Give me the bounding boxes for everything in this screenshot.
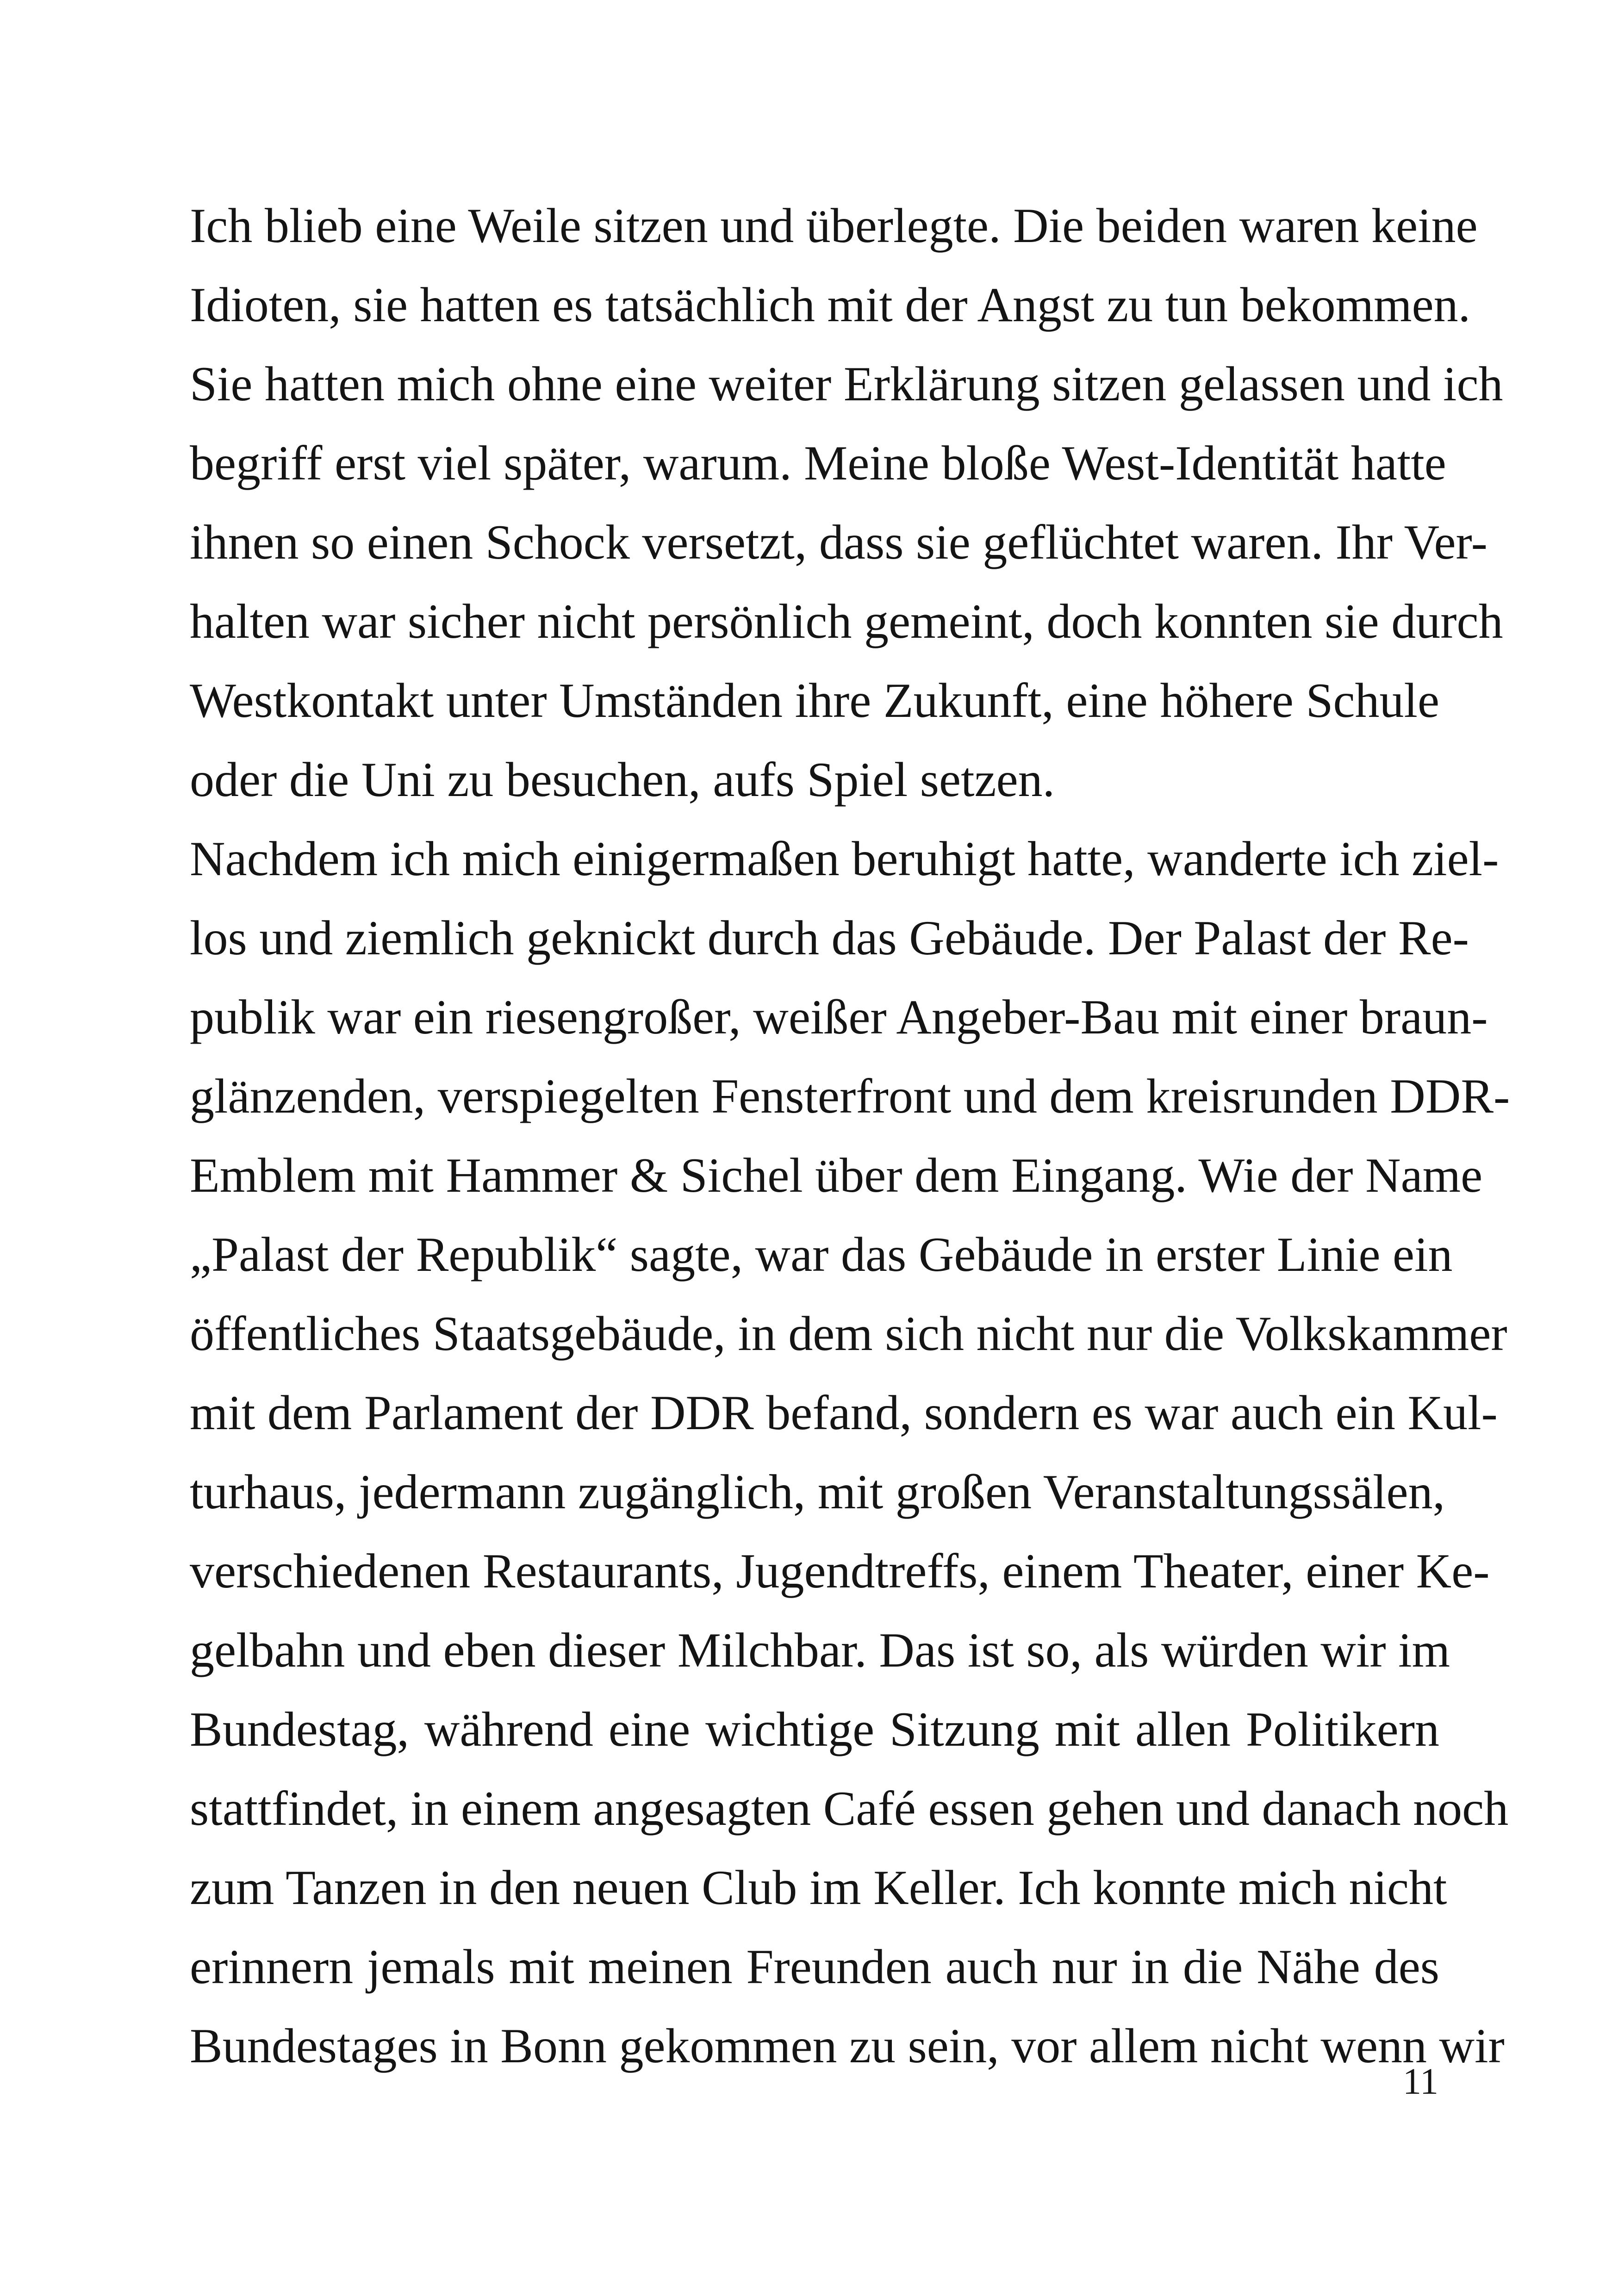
text-line: mit dem Parlament der DDR befand, sondern es war auch ein Kul- <box>190 1386 1498 1440</box>
page-number: 11 <box>1402 2061 1438 2102</box>
text-line: oder die Uni zu besuchen, aufs Spiel setzen. <box>190 753 1055 807</box>
text-line: turhaus, jedermann zugänglich, mit großen Veranstaltungssälen, <box>190 1465 1445 1519</box>
text-line: halten war sicher nicht persönlich gemeint, doch konnten sie durch <box>190 594 1503 648</box>
text-line: stattfindet, in einem angesagten Café essen gehen und danach noch <box>190 1781 1509 1836</box>
text-line: Ich blieb eine Weile sitzen und überlegte. Die beiden waren keine <box>190 199 1478 253</box>
text-line: Sie hatten mich ohne eine weiter Erklärung sitzen gelassen und ich <box>190 357 1503 411</box>
text-line: publik war ein riesengroßer, weißer Angeber-Bau mit einer braun- <box>190 990 1488 1044</box>
body-text <box>190 186 1510 2085</box>
text-line: Bundestages in Bonn gekommen zu sein, vor allem nicht wenn wir <box>190 2019 1505 2073</box>
text-line: los und ziemlich geknickt durch das Gebäude. Der Palast der Re- <box>190 911 1469 965</box>
paragraph-1 <box>190 186 1503 819</box>
text-line: Emblem mit Hammer & Sichel über dem Eingang. Wie der Name <box>190 1148 1483 1202</box>
text-line: glänzenden, verspiegelten Fensterfront und dem kreisrunden DDR- <box>190 1069 1510 1123</box>
text-line: Westkontakt unter Umständen ihre Zukunft, eine höhere Schule <box>190 673 1439 728</box>
text-line: verschiedenen Restaurants, Jugendtreffs, einem Theater, einer Ke- <box>190 1544 1490 1598</box>
text-line: erinnern jemals mit meinen Freunden auch nur in die Nähe des <box>190 1940 1439 1994</box>
text-line: Nachdem ich mich einigermaßen beruhigt hatte, wanderte ich ziel- <box>190 832 1499 886</box>
text-line: begriff erst viel später, warum. Meine bloße West-Identität hatte <box>190 436 1446 490</box>
text-line: Idioten, sie hatten es tatsächlich mit der Angst zu tun bekommen. <box>190 278 1471 332</box>
text-line: zum Tanzen in den neuen Club im Keller. Ich konnte mich nicht <box>190 1860 1447 1915</box>
text-line: „Palast der Republik“ sagte, war das Gebäude in erster Linie ein <box>190 1227 1453 1282</box>
text-line: öffentliches Staatsgebäude, in dem sich nicht nur die Volkskammer <box>190 1307 1507 1361</box>
text-line: ihnen so einen Schock versetzt, dass sie geflüchtet waren. Ihr Ver- <box>190 515 1487 569</box>
text-line: Bundestag, während eine wichtige Sitzung mit allen Politikern <box>190 1702 1439 1756</box>
text-line: gelbahn und eben dieser Milchbar. Das ist so, als würden wir im <box>190 1623 1450 1677</box>
paragraph-2 <box>190 819 1510 2085</box>
